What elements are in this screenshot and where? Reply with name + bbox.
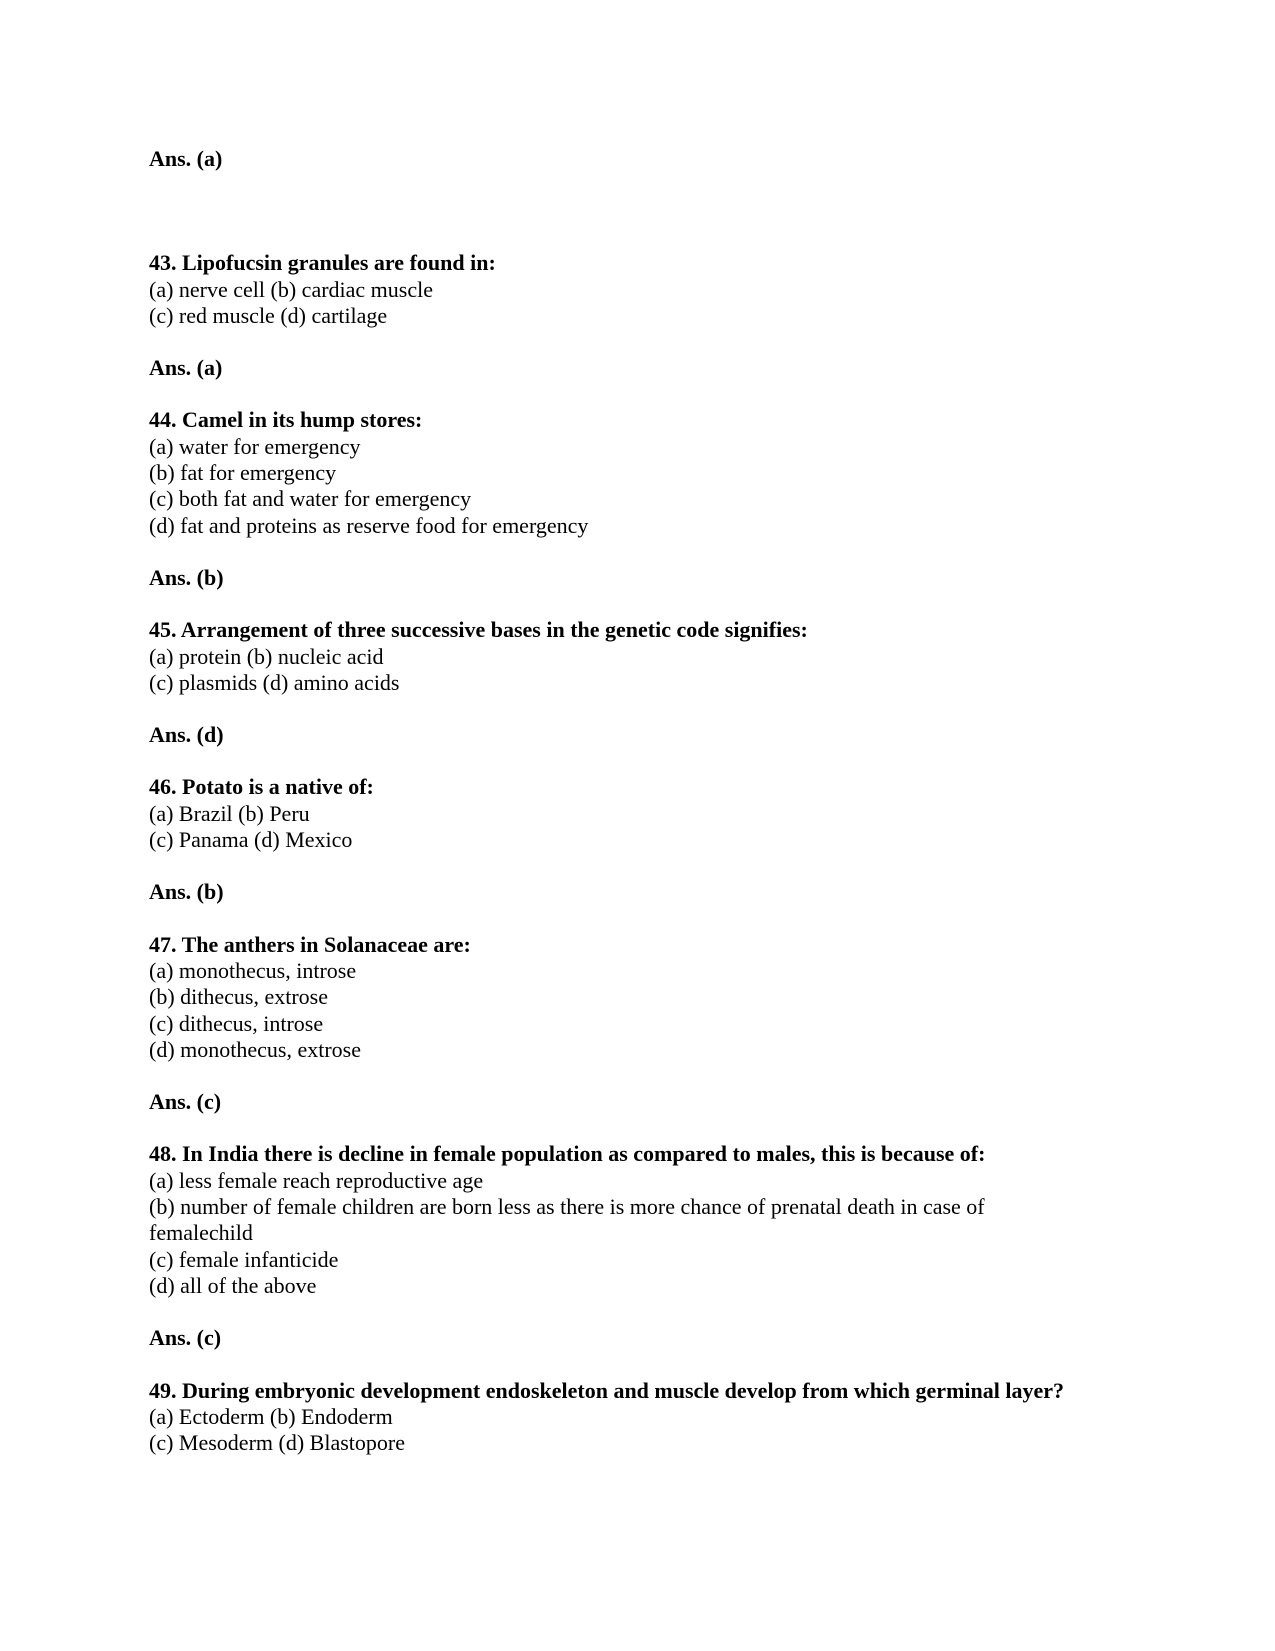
spacer <box>149 1063 1149 1089</box>
spacer <box>149 853 1149 879</box>
option-line: (d) fat and proteins as reserve food for emergency <box>149 512 589 538</box>
question-45: 45. Arrangement of three successive bases in the genetic code signifies: <box>149 617 808 643</box>
option-line: (a) monothecus, introse <box>149 957 357 983</box>
question-49: 49. During embryonic development endoskeleton and muscle develop from which germinal layer? <box>149 1377 1064 1403</box>
option-line: (a) nerve cell (b) cardiac muscle <box>149 276 433 302</box>
spacer <box>149 1352 1149 1378</box>
answer-43: Ans. (a) <box>149 355 223 381</box>
question-block-45 <box>149 617 1149 774</box>
answer-44: Ans. (b) <box>149 564 224 590</box>
answer-47: Ans. (c) <box>149 1089 222 1115</box>
option-line: (b) number of female children are born less as there is more chance of prenatal death in case of <box>149 1194 985 1220</box>
answer-45: Ans. (d) <box>149 722 224 748</box>
option-line: (c) both fat and water for emergency <box>149 486 472 512</box>
option-line: (a) protein (b) nucleic acid <box>149 643 384 669</box>
spacer <box>149 539 1149 565</box>
answer-46: Ans. (b) <box>149 879 224 905</box>
option-line: (a) Brazil (b) Peru <box>149 800 310 826</box>
option-line: (a) less female reach reproductive age <box>149 1167 484 1193</box>
option-line: femalechild <box>149 1220 253 1246</box>
question-block-43 <box>149 250 1149 407</box>
option-line: (c) Mesoderm (d) Blastopore <box>149 1430 405 1456</box>
option-line: (c) plasmids (d) amino acids <box>149 669 400 695</box>
question-48: 48. In India there is decline in female population as compared to males, this is because of: <box>149 1141 986 1167</box>
answer-42: Ans. (a) <box>149 146 223 171</box>
spacer <box>149 329 1149 355</box>
question-44: 44. Camel in its hump stores: <box>149 407 423 433</box>
option-line: (b) fat for emergency <box>149 460 337 486</box>
question-block-48 <box>149 1141 1149 1377</box>
question-block-46 <box>149 774 1149 931</box>
question-46: 46. Potato is a native of: <box>149 774 374 800</box>
option-line: (d) all of the above <box>149 1272 317 1298</box>
page-content <box>149 146 1149 1456</box>
spacer <box>149 172 1149 250</box>
option-line: (c) Panama (d) Mexico <box>149 827 353 853</box>
spacer <box>149 696 1149 722</box>
spacer <box>149 906 1149 932</box>
option-line: (a) Ectoderm (b) Endoderm <box>149 1403 393 1429</box>
answer-48: Ans. (c) <box>149 1325 222 1351</box>
spacer <box>149 1115 1149 1141</box>
option-line: (a) water for emergency <box>149 433 361 459</box>
option-line: (c) red muscle (d) cartilage <box>149 302 388 328</box>
spacer <box>149 748 1149 774</box>
question-43: 43. Lipofucsin granules are found in: <box>149 250 496 276</box>
spacer <box>149 1299 1149 1325</box>
option-line: (d) monothecus, extrose <box>149 1036 361 1062</box>
option-line: (c) female infanticide <box>149 1246 339 1272</box>
option-line: (c) dithecus, introse <box>149 1010 324 1036</box>
option-line: (b) dithecus, extrose <box>149 984 328 1010</box>
spacer <box>149 591 1149 617</box>
question-block-49 <box>149 1378 1149 1457</box>
question-block-44 <box>149 407 1149 617</box>
question-block-47 <box>149 932 1149 1142</box>
question-47: 47. The anthers in Solanaceae are: <box>149 931 471 957</box>
spacer <box>149 381 1149 407</box>
